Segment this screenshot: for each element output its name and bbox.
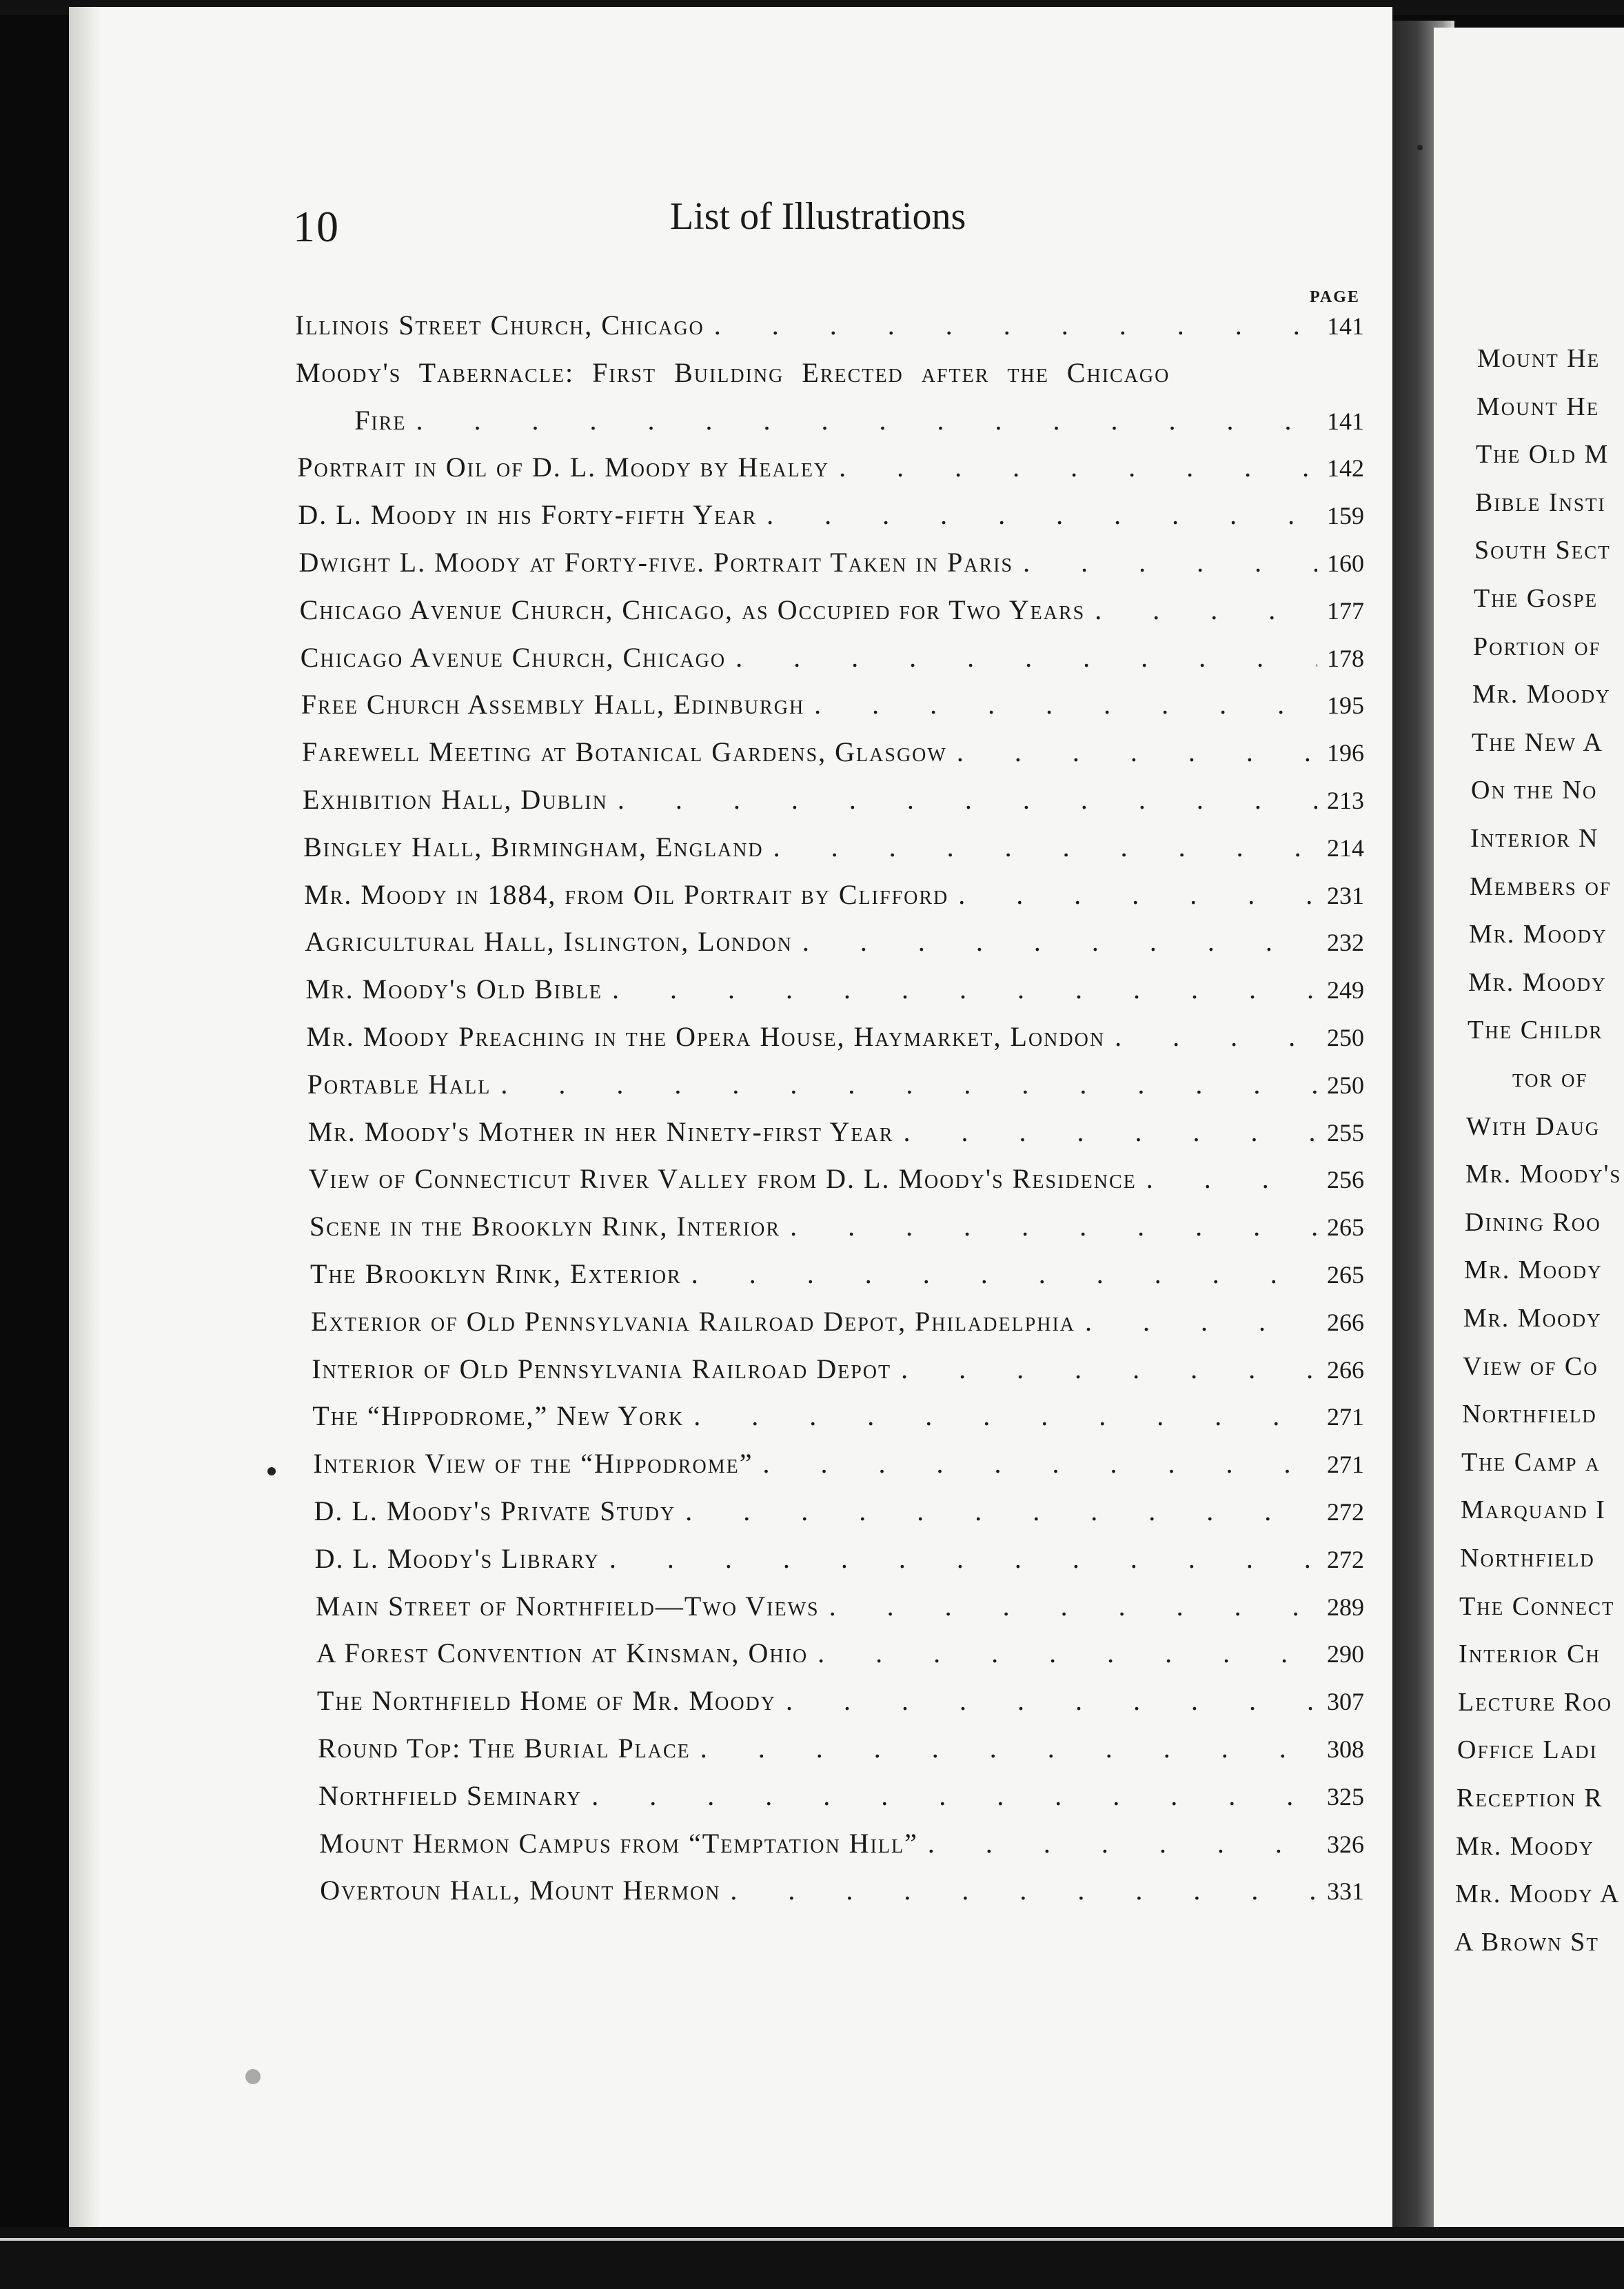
dot-leader [500, 1068, 1317, 1100]
right-page-entry: Portion of [1473, 632, 1601, 661]
illustration-title: D. L. Moody's Private Study [314, 1495, 676, 1526]
right-page-entry: Bible Insti [1475, 487, 1606, 517]
right-page-entry: Lecture Roo [1458, 1687, 1613, 1717]
right-page-entry: Office Ladi [1457, 1735, 1598, 1765]
dot-leader [700, 1732, 1317, 1764]
dot-leader [829, 1590, 1317, 1622]
dot-leader [958, 878, 1317, 911]
dot-leader [416, 404, 1317, 436]
illustration-title: Mr. Moody's Old Bible [305, 974, 602, 1005]
illustration-title: Interior View of the “Hippodrome” [313, 1448, 753, 1480]
right-page-entry: Members of [1470, 871, 1612, 901]
illustration-title: The Brooklyn Rink, Exterior [310, 1258, 682, 1289]
dot-leader [735, 641, 1317, 674]
right-page-entry: The Old M [1476, 440, 1610, 470]
illustration-entry [320, 1874, 1375, 1922]
illustration-entry [312, 1400, 1375, 1448]
illustration-page-number: 159 [1326, 502, 1364, 530]
right-page-entry: Mr. Moody A [1455, 1879, 1621, 1909]
illustration-page-number: 256 [1326, 1166, 1364, 1194]
scan-bottom-line [0, 2238, 1624, 2241]
illustration-page-number: 308 [1327, 1735, 1364, 1763]
illustration-entry [297, 451, 1375, 499]
illustration-entry [305, 973, 1375, 1021]
dot-leader [685, 1495, 1317, 1527]
illustration-entry [301, 688, 1375, 736]
illustration-entry [316, 1637, 1375, 1685]
dot-leader [790, 1210, 1317, 1242]
illustration-page-number: 249 [1326, 976, 1364, 1005]
right-page-entry: Mr. Moody [1456, 1831, 1594, 1861]
right-page-entry: The New A [1472, 727, 1603, 757]
ink-speck [267, 1467, 276, 1475]
illustration-page-number: 177 [1326, 596, 1364, 625]
dot-leader [901, 1353, 1317, 1385]
page-column-label: PAGE [1310, 288, 1360, 306]
illustration-page-number: 307 [1326, 1688, 1364, 1716]
illustration-title: Interior of Old Pennsylvania Railroad Depot [312, 1353, 892, 1384]
right-page-entry: View of Co [1463, 1351, 1598, 1381]
illustration-page-number: 271 [1326, 1451, 1364, 1479]
right-page-entry: South Sect [1474, 536, 1611, 565]
illustration-page-number: 289 [1326, 1593, 1364, 1621]
dot-leader [762, 1447, 1317, 1480]
illustration-title: Portable Hall [307, 1068, 491, 1100]
right-page-entry: Mount He [1476, 392, 1600, 421]
illustration-entry [298, 498, 1375, 547]
illustration-page-number: 141 [1326, 407, 1364, 435]
illustration-title: A Forest Convention at Kinsman, Ohio [316, 1637, 809, 1669]
dot-leader [1095, 594, 1317, 626]
illustration-title: D. L. Moody in his Forty-fifth Year [298, 499, 758, 531]
illustration-entry [307, 1020, 1376, 1069]
illustration-page-number: 266 [1326, 1308, 1364, 1336]
dot-leader [802, 925, 1317, 958]
illustration-title: Mr. Moody Preaching in the Opera House, Haymarket, London [306, 1021, 1106, 1052]
right-page-entry: Interior Ch [1459, 1640, 1601, 1669]
illustration-entry [296, 356, 1375, 405]
illustration-entry [295, 309, 1375, 357]
illustration-page-number: 290 [1326, 1640, 1364, 1668]
illustration-title: Illinois Street Church, Chicago [295, 310, 704, 341]
illustration-title: The “Hippodrome,” New York [312, 1400, 684, 1432]
right-page-entry: Northfield [1460, 1544, 1595, 1573]
illustration-entry [354, 404, 1375, 452]
illustration-page-number: 255 [1326, 1118, 1364, 1147]
scan-bottom-border [0, 2227, 1624, 2289]
illustration-entry [316, 1590, 1375, 1638]
illustration-entry [302, 736, 1375, 784]
right-page-entry: Reception R [1456, 1784, 1603, 1813]
right-page-entry: Mr. Moody's [1465, 1160, 1622, 1189]
right-page-entry: Mr. Moody [1468, 967, 1607, 997]
illustration-entry [319, 1827, 1375, 1875]
right-page-entry: The Camp a [1461, 1447, 1601, 1477]
illustration-page-number: 231 [1326, 881, 1364, 909]
illustration-page-number: 196 [1326, 739, 1364, 767]
right-page-entry: With Daug [1466, 1111, 1601, 1141]
illustration-title: D. L. Moody's Library [314, 1542, 600, 1574]
right-page-entry: The Gospe [1474, 584, 1598, 613]
illustration-title: Dwight L. Moody at Forty-five. Portrait Taken in Paris [298, 547, 1014, 578]
illustration-title: Mr. Moody in 1884, from Oil Portrait by Clifford [304, 878, 949, 910]
illustration-entry [315, 1542, 1375, 1591]
illustration-title: Chicago Avenue Church, Chicago [300, 641, 727, 673]
running-title: List of Illustrations [670, 195, 966, 238]
illustration-page-number: 265 [1327, 1261, 1364, 1289]
illustration-title: Chicago Avenue Church, Chicago, as Occupied for Two Years [299, 594, 1086, 625]
illustration-page-number: 195 [1326, 692, 1364, 720]
dot-leader [814, 688, 1317, 720]
ink-smudge [245, 2069, 261, 2084]
dot-leader [612, 973, 1317, 1005]
page-number: 10 [293, 202, 340, 251]
illustration-page-number: 271 [1326, 1403, 1364, 1431]
illustration-title: Moody's Tabernacle: First Building Erected after the Chicago [296, 356, 1170, 388]
right-page-entry: Mr. Moody [1464, 1256, 1603, 1285]
illustration-page-number: 160 [1327, 549, 1364, 577]
right-page-entry: Interior N [1470, 824, 1599, 853]
right-page-entry: Northfield [1462, 1400, 1597, 1429]
illustration-page-number: 232 [1326, 929, 1364, 957]
illustration-page-number: 214 [1326, 834, 1364, 862]
illustration-entry [313, 1447, 1375, 1495]
right-page-entry: Mr. Moody [1472, 680, 1611, 709]
illustration-entry [303, 831, 1375, 879]
illustration-title: Farewell Meeting at Botanical Gardens, Glasgow [301, 736, 947, 768]
dot-leader [957, 736, 1317, 768]
dot-leader [609, 1542, 1317, 1575]
right-page-entry: Mount He [1477, 344, 1601, 373]
ink-speck [1417, 145, 1423, 150]
illustration-entry [318, 1779, 1375, 1828]
illustration-title: Exterior of Old Pennsylvania Railroad Depot, Philadelphia [311, 1305, 1076, 1337]
illustration-title: Portrait in Oil of D. L. Moody by Healey [297, 452, 830, 483]
illustration-entry [305, 925, 1375, 974]
dot-leader [928, 1827, 1317, 1859]
dot-leader [1023, 546, 1317, 578]
illustration-title: Bingley Hall, Birmingham, England [303, 831, 764, 863]
illustration-entry [308, 1116, 1375, 1164]
illustration-page-number: 178 [1326, 644, 1364, 672]
illustration-page-number: 142 [1326, 454, 1364, 483]
illustration-title: Scene in the Brooklyn Rink, Interior [309, 1211, 781, 1242]
illustration-entry [307, 1068, 1375, 1116]
illustration-page-number: 325 [1326, 1782, 1364, 1811]
illustration-entry [301, 641, 1375, 689]
dot-leader [818, 1637, 1317, 1669]
illustration-entry [309, 1210, 1375, 1258]
right-page-entry: Marquand I [1461, 1495, 1606, 1525]
dot-leader [714, 309, 1317, 341]
illustration-title: Free Church Assembly Hall, Edinburgh [301, 689, 805, 720]
dot-leader [773, 831, 1317, 863]
illustration-title: Exhibition Hall, Dublin [303, 784, 608, 815]
illustration-entry [311, 1305, 1375, 1353]
illustration-entry [303, 783, 1375, 831]
illustration-entry [309, 1162, 1375, 1211]
illustration-page-number: 250 [1326, 1071, 1364, 1099]
illustration-page-number: 272 [1327, 1498, 1364, 1526]
illustration-title: Mr. Moody's Mother in her Ninety-first Year [307, 1116, 894, 1147]
illustration-title: Mount Hermon Campus from “Temptation Hill” [319, 1827, 918, 1859]
dot-leader [839, 451, 1317, 483]
illustration-page-number: 272 [1326, 1545, 1364, 1573]
right-page-entry: Dining Roo [1465, 1207, 1601, 1237]
dot-leader [730, 1874, 1317, 1906]
left-page-edge [69, 7, 99, 2230]
dot-leader [618, 783, 1317, 816]
illustration-page-number: 266 [1326, 1355, 1364, 1384]
illustration-page-number: 141 [1327, 312, 1364, 340]
dot-leader [903, 1116, 1317, 1148]
illustration-title: Northfield Seminary [318, 1779, 582, 1811]
illustration-entry [304, 878, 1375, 927]
illustration-page-number: 265 [1326, 1213, 1364, 1242]
dot-leader [591, 1779, 1317, 1812]
dot-leader [691, 1258, 1317, 1290]
illustration-entry [312, 1353, 1375, 1401]
illustration-title: The Northfield Home of Mr. Moody [316, 1685, 776, 1717]
illustration-page-number: 326 [1326, 1830, 1364, 1858]
illustration-page-number: 250 [1327, 1024, 1364, 1051]
right-page-entry: The Childr [1468, 1016, 1603, 1045]
illustration-title: Round Top: The Burial Place [318, 1733, 691, 1764]
illustration-page-number: 213 [1327, 787, 1364, 814]
dot-leader [1085, 1305, 1317, 1338]
illustration-entry [300, 594, 1375, 642]
illustration-entry [314, 1495, 1376, 1543]
right-page-entry: A Brown St [1454, 1927, 1599, 1957]
right-page-entry: Mr. Moody [1463, 1304, 1602, 1333]
illustration-title: Agricultural Hall, Islington, London [305, 926, 793, 958]
illustration-page-number: 331 [1326, 1877, 1364, 1906]
dot-leader [1115, 1020, 1317, 1053]
illustration-entry [318, 1732, 1375, 1780]
illustration-title: Overtoun Hall, Mount Hermon [320, 1875, 721, 1906]
illustration-entry [299, 546, 1376, 594]
illustration-entry [317, 1684, 1375, 1733]
illustration-entry [310, 1258, 1375, 1306]
right-page-entry: On the No [1471, 776, 1598, 805]
dot-leader [693, 1400, 1317, 1432]
illustration-title: Fire [354, 404, 407, 436]
right-page-entry: Mr. Moody [1469, 920, 1607, 949]
dot-leader [786, 1684, 1317, 1717]
illustration-title: View of Connecticut River Valley from D. L. Moody's Residence [308, 1163, 1137, 1195]
right-page-entry: The Connect [1459, 1591, 1615, 1621]
dot-leader [1146, 1162, 1317, 1195]
right-page-entry: tor of [1512, 1064, 1588, 1093]
illustration-title: Main Street of Northfield—Two Views [315, 1590, 820, 1622]
dot-leader [767, 498, 1317, 531]
